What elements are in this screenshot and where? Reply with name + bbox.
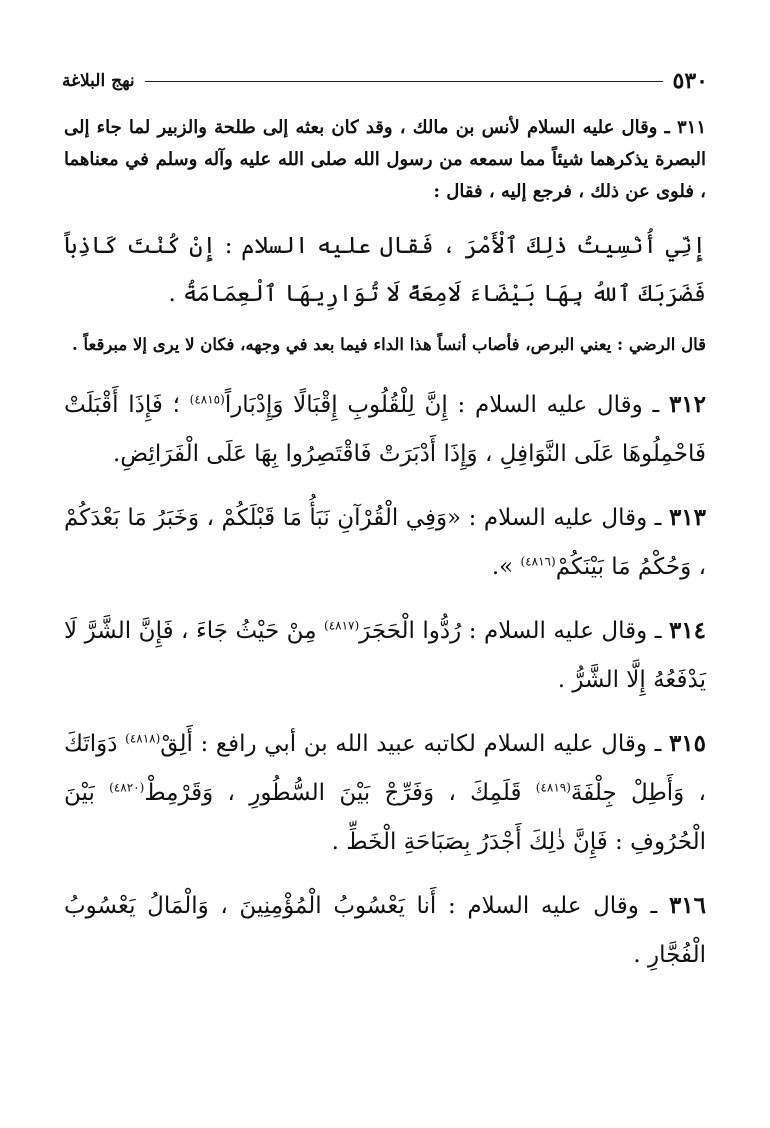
saying-number: ٣١٤ xyxy=(668,617,706,644)
saying-text: مِنْ حَيْثُ جَاءَ ، فَإِنَّ الشَّرَّ لَا يَدْفَعُهُ إِلَّا الشَّرُّ . xyxy=(64,618,706,693)
footnote-marker: (٤٨١٨) xyxy=(125,731,161,746)
book-title: نهج البلاغة xyxy=(62,71,135,91)
saying-text: ـ وقال عليه السلام : رُدُّوا الْحَجَرَ xyxy=(359,618,669,644)
footnote-marker: (٤٨١٦) xyxy=(520,554,556,569)
saying-313 xyxy=(64,493,706,592)
saying-315 xyxy=(64,719,706,867)
page-body xyxy=(64,112,706,994)
page-header xyxy=(62,66,708,96)
footnote-marker: (٤٨٢٠) xyxy=(109,780,145,795)
footnote-marker: (٤٨١٧) xyxy=(324,618,360,633)
saying-text: ؛ فَإِذَا أَقْبَلَتْ فَاحْمِلُوهَا عَلَى النَّوَافِلِ ، وَإِذَا أَدْبَرَتْ فَاقْتَصِرُوا بِهَا عَلَى الْفَرَائِضِ. xyxy=(64,392,706,467)
saying-number: ٣١٣ xyxy=(668,504,706,531)
saying-number: ٣١٢ xyxy=(668,391,706,418)
saying-311-intro: ٣١١ ـ وقال عليه السلام لأنس بن مالك ، وقد كان بعثه إلى طلحة والزبير لما جاء إلى البصرة يذكرهما شيئاً مما سمعه من رسول الله صلى الله عليه وآله وسلم في معناهما ، فلوى عن ذلك ، فرجع إليه ، فقال : xyxy=(64,117,706,202)
saying-text: ـ وقال عليه السلام لكاتبه عبيد الله بن أبي رافع : أَلِقْ xyxy=(160,731,669,757)
saying-311-quote: إِنِّي أُنْسِيتُ ذٰلِكَ ٱلْأَمْرَ ، فَقال عليه السلام : إِنْ كُنْتَ كَاذِباً فَضَرَبَكَ ٱللهُ بِهَا بَيْضَاءَ لَامِعَةً لَا تُوَارِيهَا ٱلْعِمَامَةُ . xyxy=(64,233,706,307)
saying-text: ـ وقال عليه السلام : إِنَّ لِلْقُلُوبِ إِقْبَالًا وَإِدْبَاراً xyxy=(224,392,669,418)
saying-number: ٣١٥ xyxy=(668,730,707,757)
saying-311-note: قال الرضي : يعني البرص، فأصاب أنساً هذا الداء فيما بعد في وجهه، فكان لا يرى إلا مبرقعاً . xyxy=(71,335,706,354)
saying-text: ـ وقال عليه السلام : «وَفِي الْقُرْآنِ نَبَأُ مَا قَبْلَكُمْ ، وَخَبَرُ مَا بَعْدَكُمْ ، وَحُكْمُ مَا بَيْنَكُمْ xyxy=(64,505,706,580)
saying-text: بَيْنَ الْحُرُوفِ : فَإِنَّ ذٰلِكَ أَجْدَرُ بِصَبَاحَةِ الْخَطِّ . xyxy=(64,780,706,855)
saying-text: ». xyxy=(491,554,521,580)
page-number: ٥٣٠ xyxy=(672,68,708,94)
footnote-marker: (٤٨١٩) xyxy=(535,780,571,795)
saying-text: ـ وقال عليه السلام : أَنا يَعْسُوبُ الْمُؤْمِنِينَ ، وَالْمَالُ يَعْسُوبُ الْفُجَّارِ . xyxy=(64,893,706,968)
saying-314 xyxy=(64,606,706,705)
saying-316 xyxy=(64,881,706,980)
saying-text: دَوَاتَكَ ، وَأَطِلْ جِلْفَةَ xyxy=(64,731,706,806)
saying-number: ٣١٦ xyxy=(668,892,706,919)
saying-312 xyxy=(64,380,706,479)
saying-text: قَلَمِكَ ، وَفَرِّجْ بَيْنَ السُّطُورِ ، وَقَرْمِطْ xyxy=(144,780,536,806)
footnote-marker: (٤٨١٥) xyxy=(189,392,225,407)
header-rule xyxy=(145,81,663,82)
